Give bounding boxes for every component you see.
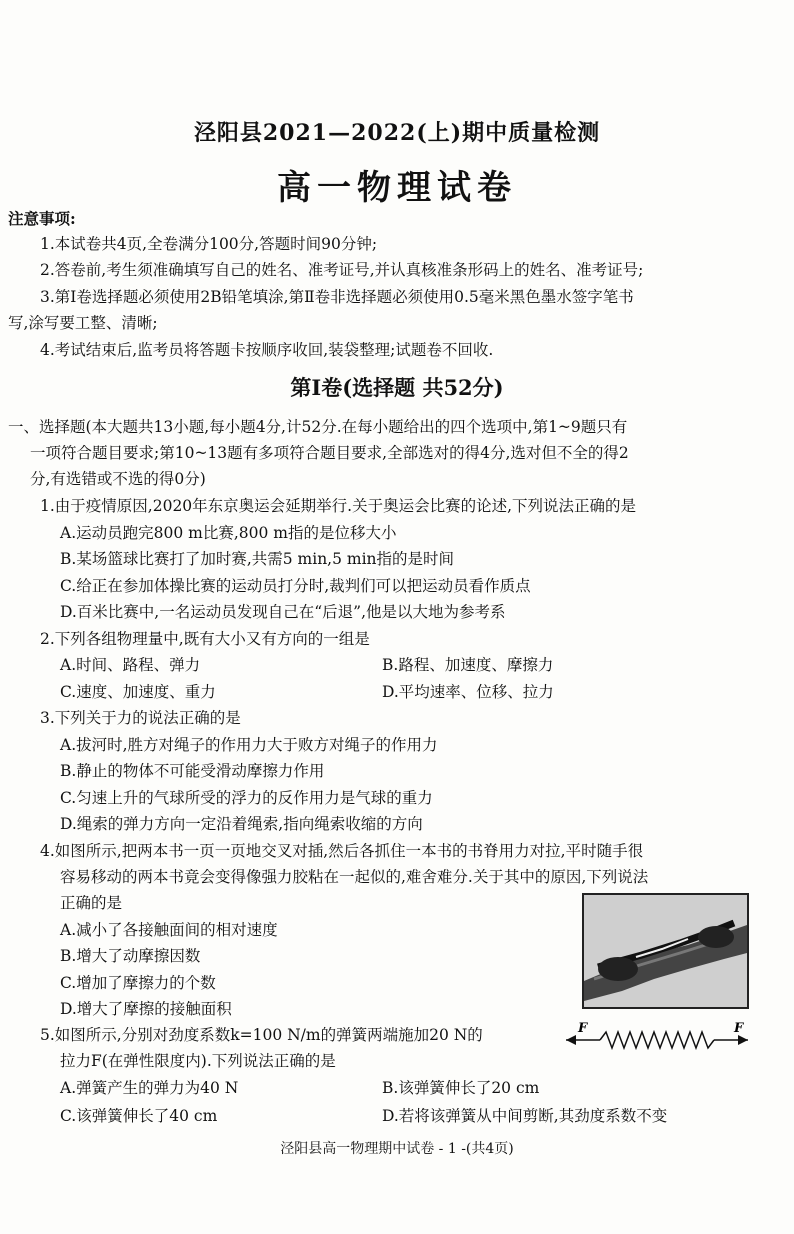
notice-item: 4.考试结束后,监考员将答题卡按顺序收回,装袋整理;试题卷不回收. [40,341,494,359]
question-5-option-a: A.弹簧产生的弹力为40 N [60,1079,239,1097]
notice-item: 2.答卷前,考生须准确填写自己的姓名、准考证号,并认真核准条形码上的姓名、准考证号; [40,261,644,279]
force-label-left: F [578,1021,588,1036]
question-3-option-b: B.静止的物体不可能受滑动摩擦力作用 [60,762,325,780]
spring-illustration [564,1018,750,1056]
notice-title: 注意事项: [8,209,76,228]
question-4-stem: 容易移动的两本书竟会变得像强力胶粘在一起似的,难舍难分.关于其中的原因,下列说法 [60,868,649,886]
question-1-option-c: C.给正在参加体操比赛的运动员打分时,裁判们可以把运动员看作质点 [60,577,531,595]
question-1-stem: 1.由于疫情原因,2020年东京奥运会延期举行.关于奥运会比赛的论述,下列说法正确的是 [40,497,637,515]
notice-item: 3.第Ⅰ卷选择题必须使用2B铅笔填涂,第Ⅱ卷非选择题必须使用0.5毫米黑色墨水签字笔书 [40,288,634,306]
question-4-stem: 4.如图所示,把两本书一页一页地交叉对插,然后各抓住一本书的书脊用力对拉,平时随手很 [40,842,644,860]
question-3-option-a: A.拔河时,胜方对绳子的作用力大于败方对绳子的作用力 [60,736,438,754]
question-4-option-a: A.减小了各接触面间的相对速度 [60,921,278,939]
spring-diagram [564,1018,750,1056]
notice-item: 1.本试卷共4页,全卷满分100分,答题时间90分钟; [40,235,378,253]
question-3-stem: 3.下列关于力的说法正确的是 [40,709,241,727]
books-photo [582,893,749,1009]
question-5-stem: 拉力F(在弹性限度内).下列说法正确的是 [60,1052,336,1070]
question-1-option-b: B.某场篮球比赛打了加时赛,共需5 min,5 min指的是时间 [60,550,455,568]
page-footer: 泾阳县高一物理期中试卷 - 1 -(共4页) [280,1141,514,1157]
question-4-option-c: C.增加了摩擦力的个数 [60,974,216,992]
question-5-option-c: C.该弹簧伸长了40 cm [60,1107,218,1125]
force-label-right: F [734,1021,744,1036]
question-2-stem: 2.下列各组物理量中,既有大小又有方向的一组是 [40,630,370,648]
notice-item: 写,涂写要工整、清晰; [8,314,158,332]
question-2-option-c: C.速度、加速度、重力 [60,683,216,701]
question-4-stem: 正确的是 [60,894,123,912]
exam-subtitle: 泾阳县2021—2022(上)期中质量检测 [193,120,601,146]
exam-title: 高一物理试卷 [277,168,517,208]
question-2-option-d: D.平均速率、位移、拉力 [382,683,554,701]
section-title: 第Ⅰ卷(选择题 共52分) [290,375,504,400]
question-5-stem: 5.如图所示,分别对劲度系数k=100 N/m的弹簧两端施加20 N的 [40,1026,483,1044]
books-illustration [584,895,747,1007]
question-5-option-b: B.该弹簧伸长了20 cm [382,1079,540,1097]
question-3-option-d: D.绳索的弹力方向一定沿着绳索,指向绳索收缩的方向 [60,815,423,833]
question-4-option-b: B.增大了动摩擦因数 [60,947,201,965]
question-2-option-a: A.时间、路程、弹力 [60,656,201,674]
question-4-option-d: D.增大了摩擦的接触面积 [60,1000,232,1018]
question-1-option-d: D.百米比赛中,一名运动员发现自己在“后退”,他是以大地为参考系 [60,603,506,621]
section-instructions: 分,有选错或不选的得0分) [30,470,206,488]
question-2-option-b: B.路程、加速度、摩擦力 [382,656,554,674]
question-3-option-c: C.匀速上升的气球所受的浮力的反作用力是气球的重力 [60,789,433,807]
section-instructions: 一、选择题(本大题共13小题,每小题4分,计52分.在每小题给出的四个选项中,第1~9题只有 [8,418,628,436]
question-5-option-d: D.若将该弹簧从中间剪断,其劲度系数不变 [382,1107,668,1125]
question-1-option-a: A.运动员跑完800 m比赛,800 m指的是位移大小 [60,524,397,542]
section-instructions: 一项符合题目要求;第10~13题有多项符合题目要求,全部选对的得4分,选对但不全的得2 [30,444,629,462]
